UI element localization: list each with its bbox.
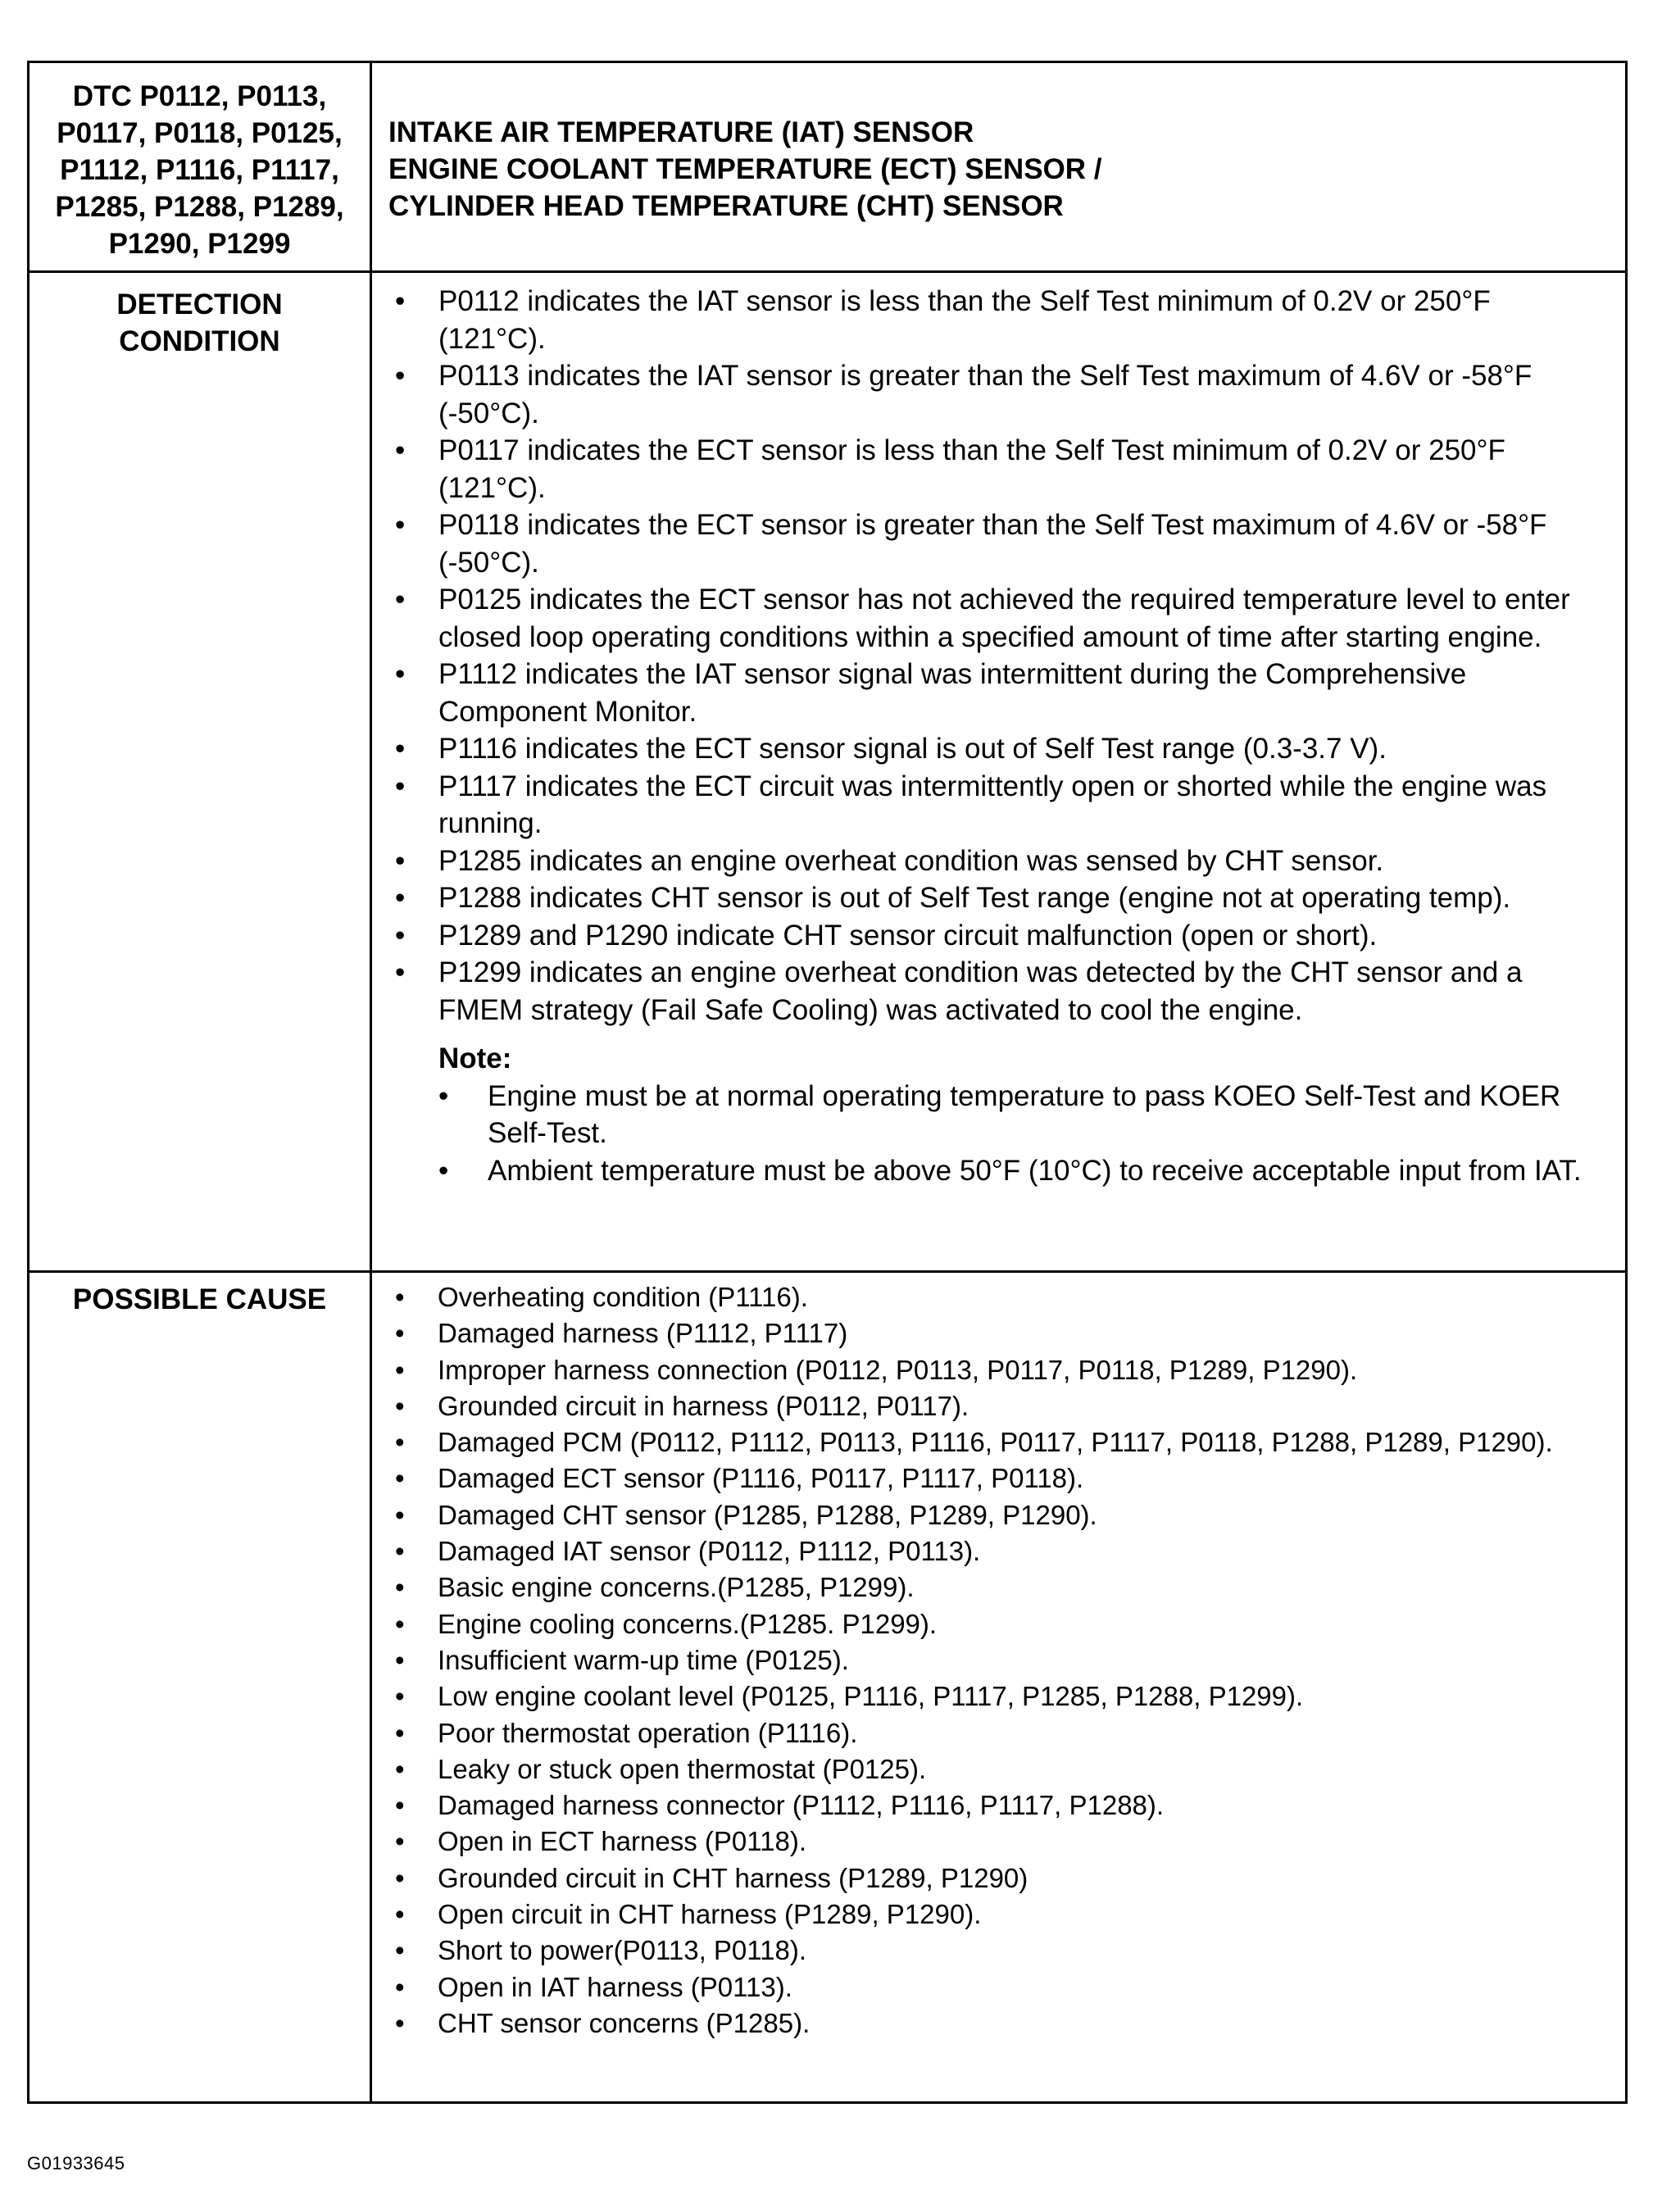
note-label: Note: — [438, 1042, 512, 1074]
sensor-title-line: INTAKE AIR TEMPERATURE (IAT) SENSOR — [388, 116, 974, 148]
note-item: • Engine must be at normal operating temperature to pass KOEO Self-Test and KOER Self-Test. — [438, 1078, 1601, 1152]
detection-item: • P1117 indicates the ECT circuit was intermittently open or shorted while the engine was running. — [388, 768, 1601, 843]
detection-list — [388, 283, 1601, 1029]
cause-item: • CHT sensor concerns (P1285). — [388, 2005, 1601, 2042]
note-item: • Ambient temperature must be above 50°F (10°C) to receive acceptable input from IAT. — [438, 1152, 1601, 1190]
cause-list — [388, 1279, 1601, 2042]
detection-item: • P1112 indicates the IAT sensor signal was intermittent during the Comprehensive Component Monitor. — [388, 656, 1601, 730]
dtc-codes-line: DTC P0112, P0113, — [72, 80, 327, 112]
detection-label-line: DETECTION — [116, 288, 283, 320]
detection-content-cell — [371, 272, 1627, 1272]
detection-item: • P1299 indicates an engine overheat condition was detected by the CHT sensor and a FMEM strategy (Fail Safe Cooling) was activated to cool the engine. — [388, 954, 1601, 1029]
cause-row — [29, 1272, 1627, 2103]
sensor-title-line: ENGINE COOLANT TEMPERATURE (ECT) SENSOR / — [388, 153, 1102, 185]
detection-item: • P0118 indicates the ECT sensor is greater than the Self Test maximum of 4.6V or -58°F (-50°C). — [388, 506, 1601, 581]
detection-item: • P0113 indicates the IAT sensor is greater than the Self Test maximum of 4.6V or -58°F (-50°C). — [388, 357, 1601, 432]
cause-item: • Grounded circuit in harness (P0112, P0117). — [388, 1388, 1601, 1424]
cause-item: • Insufficient warm-up time (P0125). — [388, 1642, 1601, 1678]
detection-item: • P0117 indicates the ECT sensor is less than the Self Test minimum of 0.2V or 250°F (121°C). — [388, 432, 1601, 506]
detection-item: • P0125 indicates the ECT sensor has not achieved the required temperature level to enter closed loop operating conditions within a specified amount of time after starting engine. — [388, 581, 1601, 656]
cause-item: • Damaged CHT sensor (P1285, P1288, P1289, P1290). — [388, 1497, 1601, 1533]
cause-item: • Improper harness connection (P0112, P0113, P0117, P0118, P1289, P1290). — [388, 1352, 1601, 1388]
detection-item: • P1288 indicates CHT sensor is out of Self Test range (engine not at operating temp). — [388, 879, 1601, 917]
detection-item: • P0112 indicates the IAT sensor is less than the Self Test minimum of 0.2V or 250°F (121°C). — [388, 283, 1601, 357]
note-list — [438, 1078, 1601, 1190]
cause-item: • Open in IAT harness (P0113). — [388, 1969, 1601, 2005]
cause-item: • Poor thermostat operation (P1116). — [388, 1715, 1601, 1751]
cause-item: • Engine cooling concerns.(P1285. P1299). — [388, 1606, 1601, 1642]
detection-label-line: CONDITION — [119, 325, 280, 357]
detection-row — [29, 272, 1627, 1272]
dtc-codes-cell — [29, 62, 371, 272]
cause-item: • Basic engine concerns.(P1285, P1299). — [388, 1569, 1601, 1606]
cause-item: • Damaged IAT sensor (P0112, P1112, P0113). — [388, 1533, 1601, 1569]
dtc-codes-line: P0117, P0118, P0125, — [57, 117, 343, 149]
detection-label-cell — [29, 272, 371, 1272]
dtc-table — [27, 61, 1628, 2104]
header-row — [29, 62, 1627, 272]
detection-item: • P1289 and P1290 indicate CHT sensor circuit malfunction (open or short). — [388, 917, 1601, 955]
note-block — [438, 1040, 1601, 1189]
cause-item: • Leaky or stuck open thermostat (P0125). — [388, 1751, 1601, 1787]
cause-label: POSSIBLE CAUSE — [72, 1283, 327, 1315]
dtc-codes-line: P1112, P1116, P1117, — [60, 154, 339, 186]
document-id: G01933645 — [27, 2153, 125, 2173]
cause-item: • Short to power(P0113, P0118). — [388, 1933, 1601, 1969]
cause-item: • Open in ECT harness (P0118). — [388, 1824, 1601, 1860]
cause-label-cell — [29, 1272, 371, 2103]
cause-item: • Low engine coolant level (P0125, P1116, P1117, P1285, P1288, P1299). — [388, 1678, 1601, 1715]
cause-item: • Damaged harness connector (P1112, P1116, P1117, P1288). — [388, 1787, 1601, 1824]
cause-item: • Overheating condition (P1116). — [388, 1279, 1601, 1315]
sensor-title-line: CYLINDER HEAD TEMPERATURE (CHT) SENSOR — [388, 190, 1064, 222]
cause-item: • Damaged PCM (P0112, P1112, P0113, P1116, P0117, P1117, P0118, P1288, P1289, P1290). — [388, 1424, 1601, 1460]
cause-item: • Open circuit in CHT harness (P1289, P1290). — [388, 1896, 1601, 1933]
cause-item: • Damaged harness (P1112, P1117) — [388, 1315, 1601, 1351]
cause-item: • Grounded circuit in CHT harness (P1289, P1290) — [388, 1860, 1601, 1896]
detection-item: • P1285 indicates an engine overheat condition was sensed by CHT sensor. — [388, 843, 1601, 880]
cause-content-cell — [371, 1272, 1627, 2103]
sensor-title-cell — [371, 62, 1627, 272]
dtc-codes-line: P1285, P1288, P1289, — [55, 191, 344, 223]
cause-item: • Damaged ECT sensor (P1116, P0117, P1117, P0118). — [388, 1460, 1601, 1497]
dtc-codes-line: P1290, P1299 — [108, 228, 291, 260]
detection-item: • P1116 indicates the ECT sensor signal is out of Self Test range (0.3-3.7 V). — [388, 730, 1601, 768]
